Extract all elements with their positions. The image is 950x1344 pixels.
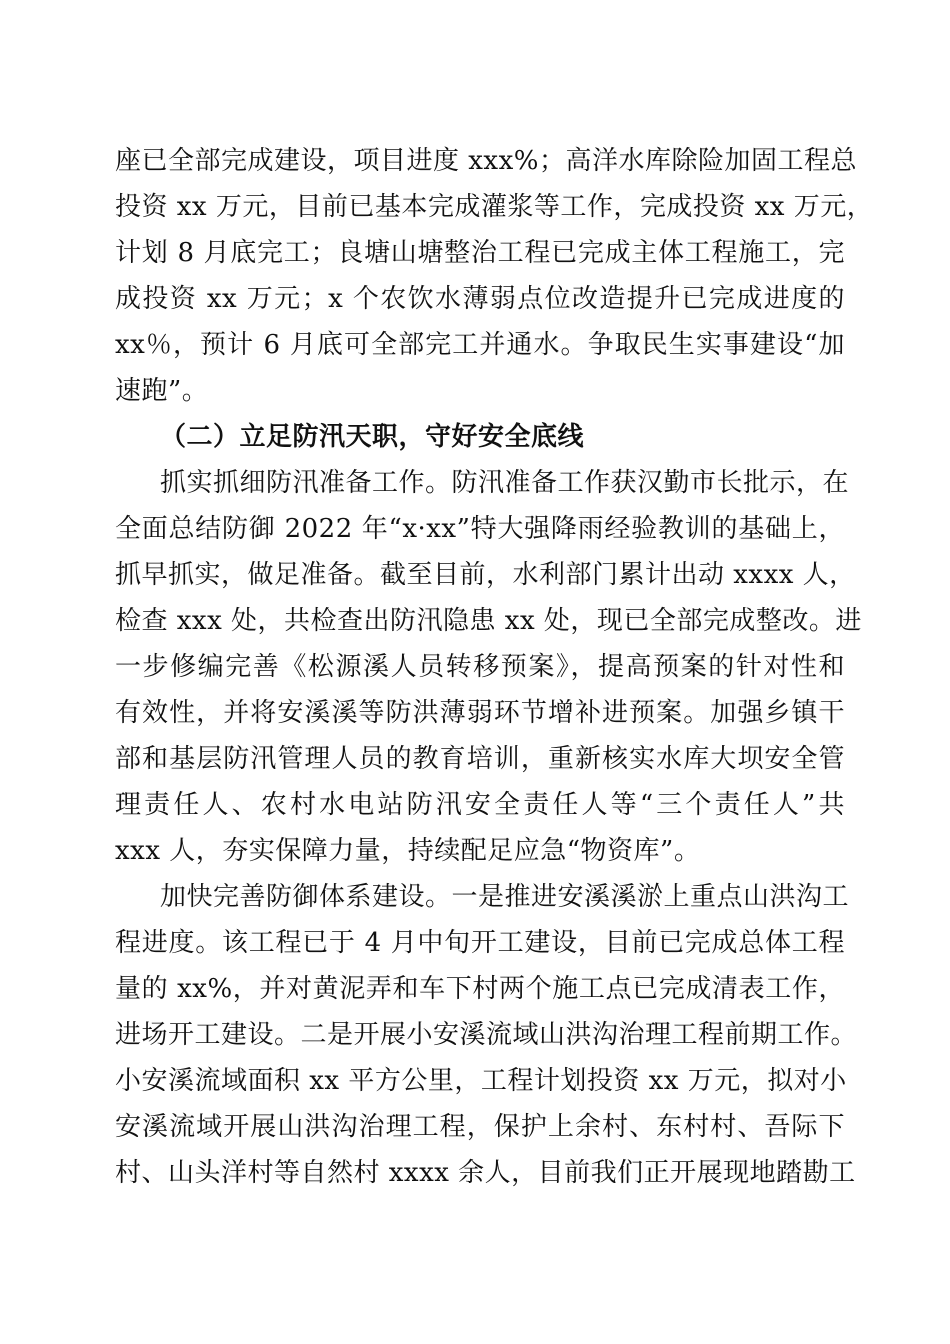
text-line: 抓早抓实，做足准备。截至目前，水利部门累计出动 xxxx 人， [115,560,856,590]
text-line: 座已全部完成建设，项目进度 xxx%；高洋水库除险加固工程总 [115,146,857,176]
paragraph-first-line: 抓实抓细防汛准备工作。防汛准备工作获汉勤市长批示，在 [160,468,850,498]
text-line: 速跑”。 [115,376,209,406]
text-line: 计划 8 月底完工；良塘山塘整治工程已完成主体工程施工，完 [115,238,845,268]
text-line: 部和基层防汛管理人员的教育培训，重新核实水库大坝安全管 [115,744,845,774]
text-line: 一步修编完善《松源溪人员转移预案》，提高预案的针对性和 [115,652,845,682]
text-line: 进场开工建设。二是开展小安溪流域山洪沟治理工程前期工作。 [115,1020,858,1050]
text-line: xx％，预计 6 月底可全部完工并通水。争取民生实事建设“加 [115,330,845,360]
text-line: 小安溪流域面积 xx 平方公里，工程计划投资 xx 万元，拟对小 [115,1066,847,1096]
text-line: 全面总结防御 2022 年“x·xx”特大强降雨经验教训的基础上， [115,514,845,544]
text-line: 理责任人、农村水电站防汛安全责任人等“三个责任人”共 [115,790,845,820]
section-heading: （二）立足防汛天职，守好安全底线 [160,422,585,452]
text-line: 村、山头洋村等自然村 xxxx 余人，目前我们正开展现地踏勘工 [115,1158,856,1188]
text-line: 成投资 xx 万元；x 个农饮水薄弱点位改造提升已完成进度的 [115,284,845,314]
text-line: 有效性，并将安溪溪等防洪薄弱环节增补进预案。加强乡镇干 [115,698,845,728]
text-line: 安溪流域开展山洪沟治理工程，保护上余村、东村村、吾际下 [115,1112,845,1142]
text-line: 投资 xx 万元，目前已基本完成灌浆等工作，完成投资 xx 万元， [115,192,874,222]
text-line: xxx 人，夯实保障力量，持续配足应急“物资库”。 [115,836,701,866]
paragraph-first-line: 加快完善防御体系建设。一是推进安溪溪淤上重点山洪沟工 [160,882,850,912]
text-line: 程进度。该工程已于 4 月中旬开工建设，目前已完成总体工程 [115,928,845,958]
text-line: 量的 xx%，并对黄泥弄和车下村两个施工点已完成清表工作， [115,974,845,1004]
text-line: 检查 xxx 处，共检查出防汛隐患 xx 处，现已全部完成整改。进 [115,606,862,636]
